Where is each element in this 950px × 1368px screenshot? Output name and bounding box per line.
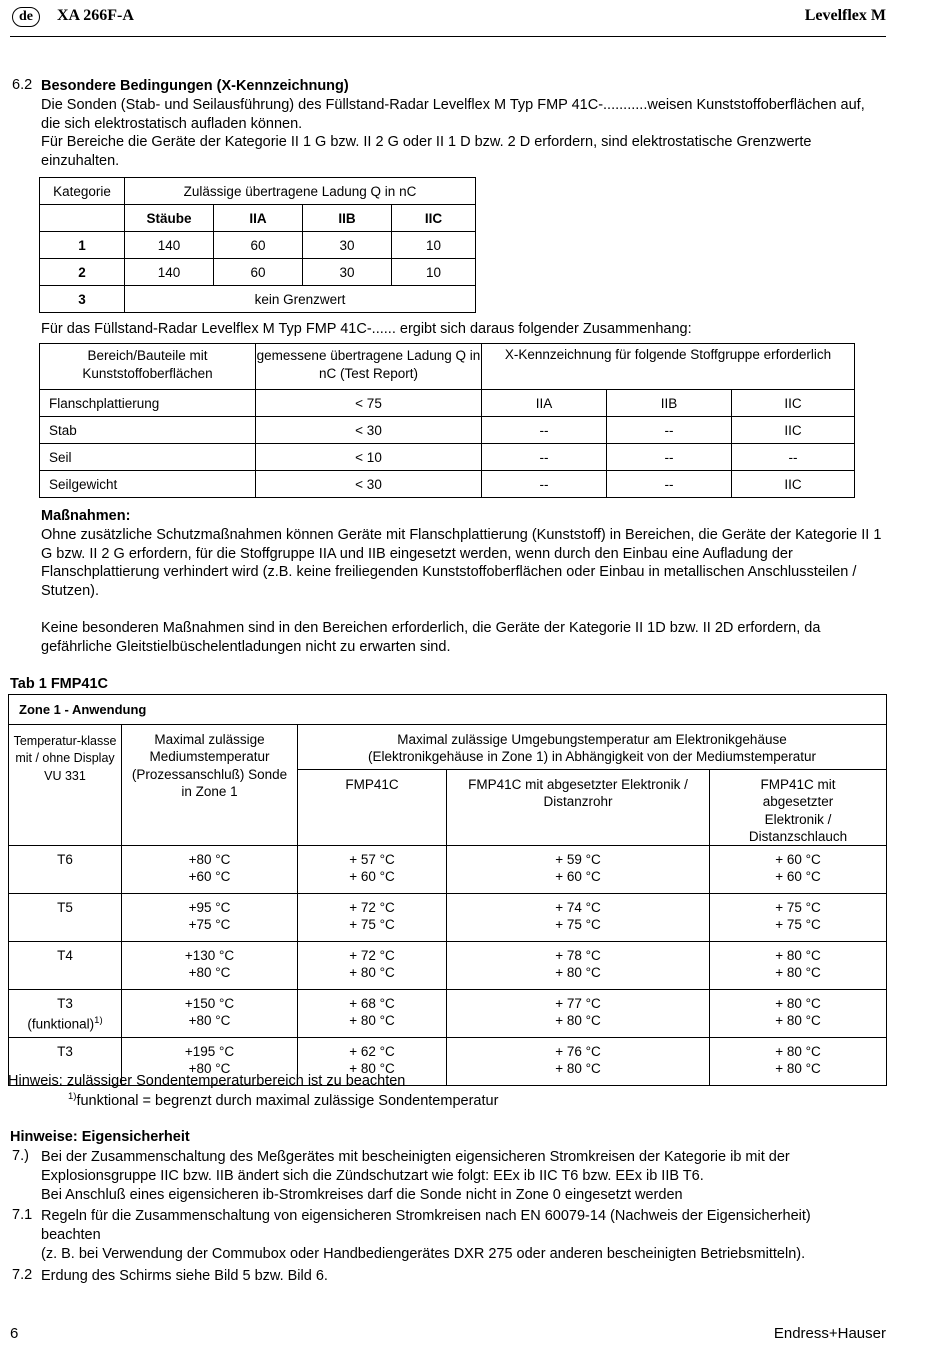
- temperature-cell: [122, 846, 298, 894]
- table-cell: 10: [392, 259, 476, 286]
- item-text: Erdung des Schirms siehe Bild 5 bzw. Bild 6.: [41, 1268, 328, 1284]
- temperature-value: + 80 °C: [775, 996, 821, 1012]
- table-row: [40, 471, 855, 498]
- table-cell: IIC: [732, 390, 855, 417]
- temperature-value: +80 °C: [188, 1013, 231, 1029]
- temperature-value: +150 °C: [184, 996, 235, 1012]
- temperature-value: +80 °C: [188, 965, 231, 981]
- part-cell: Flanschplattierung: [40, 390, 256, 417]
- temperature-value: + 80 °C: [775, 948, 821, 964]
- table-cell: --: [482, 471, 607, 498]
- section-title: Besondere Bedingungen (X-Kennzeichnung): [41, 78, 349, 94]
- section-paragraph-1: Die Sonden (Stab- und Seilausführung) des Füllstand-Radar Levelflex M Typ FMP 41C-...........weisen Kunststoffoberflächen auf, die sich elektrostatisch aufladen können.: [41, 97, 865, 132]
- item-text: Regeln für die Zusammenschaltung von eigensicheren Stromkreisen nach EN 60079-14 (Nachweis der Eigensicherheit) beachten: [41, 1208, 811, 1243]
- table-row: [9, 894, 887, 942]
- header-ambient-temp: Maximal zulässige Umgebungstemperatur am Elektronikgehäuse (Elektronikgehäuse in Zone 1) in Abhängigkeit von der Mediumstemperatur: [298, 725, 887, 770]
- temperature-value: + 60 °C: [349, 869, 395, 885]
- temperature-value: + 60 °C: [775, 852, 821, 868]
- temp-class-cell: [9, 894, 122, 942]
- temperature-value: +95 °C: [188, 900, 231, 916]
- temperature-value: +80 °C: [188, 1061, 231, 1077]
- temperature-value: + 57 °C: [349, 852, 395, 868]
- temperature-value: + 80 °C: [775, 965, 821, 981]
- table-cell: < 30: [256, 417, 482, 444]
- part-cell: Stab: [40, 417, 256, 444]
- header-kategorie: Kategorie: [40, 178, 125, 205]
- header-fmp41c: FMP41C: [298, 770, 447, 846]
- temperature-table: [8, 694, 887, 1086]
- temperature-cell: [122, 894, 298, 942]
- temperature-value: +195 °C: [184, 1044, 235, 1060]
- temperature-value: + 80 °C: [349, 965, 395, 981]
- header-temp-class: Temperatur-klasse mit / ohne Display VU 331: [9, 725, 122, 846]
- temperature-cell: [710, 990, 887, 1038]
- temperature-value: + 80 °C: [555, 965, 601, 981]
- temperature-cell: [710, 846, 887, 894]
- table-cell: IIB: [607, 390, 732, 417]
- temperature-value: + 60 °C: [555, 869, 601, 885]
- header-fmp41c-schlauch: FMP41C mit abgesetzter Elektronik / Distanzschlauch: [710, 770, 887, 846]
- item-text: Bei der Zusammenschaltung des Meßgerätes mit bescheinigten eigensicheren Stromkreisen der Kategorie ib mit der Explosionsgruppe IIC bzw. IIB ändert sich die Zündschutzart wie folgt: EEx ib IIC T6 bzw. EEx ib IIB T6.: [41, 1149, 790, 1184]
- table-cell: 140: [125, 232, 214, 259]
- measures-title: Maßnahmen:: [41, 508, 131, 524]
- table-cell: 30: [303, 232, 392, 259]
- table-cell: 60: [214, 232, 303, 259]
- temperature-value: + 80 °C: [775, 1061, 821, 1077]
- table-cell: 30: [303, 259, 392, 286]
- temperature-value: + 75 °C: [349, 917, 395, 933]
- item-number: 7.1: [12, 1207, 33, 1223]
- product-name: Levelflex M: [804, 7, 886, 24]
- table-row: [40, 259, 476, 286]
- charge-limit-table: [39, 177, 476, 313]
- item-number: 7.): [12, 1148, 29, 1164]
- temperature-cell: [447, 846, 710, 894]
- temp-class-note: [9, 1012, 121, 1033]
- temperature-value: + 68 °C: [349, 996, 395, 1012]
- temperature-value: +80 °C: [188, 852, 231, 868]
- measures-paragraph-2: Keine besonderen Maßnahmen sind in den Bereichen erforderlich, die Geräte der Kategorie II 1D bzw. II 2D erfordern, da gefährliche Gleitstielbüschelentladungen nicht zu erwarten sind.: [41, 620, 821, 655]
- temperature-value: +130 °C: [184, 948, 235, 964]
- table-cell: IIA: [482, 390, 607, 417]
- temp-class-cell: [9, 846, 122, 894]
- footnote-text: funktional = begrenzt durch maximal zulässige Sondentemperatur: [76, 1092, 499, 1109]
- section-number: 6.2: [12, 77, 33, 93]
- table-row: [40, 417, 855, 444]
- table-cell: --: [607, 471, 732, 498]
- temperature-cell: [447, 990, 710, 1038]
- table-row: [9, 990, 887, 1038]
- temperature-value: + 75 °C: [775, 917, 821, 933]
- temperature-cell: [447, 1038, 710, 1086]
- temperature-value: +60 °C: [188, 869, 231, 885]
- table-cell: 60: [214, 259, 303, 286]
- table-cell: --: [482, 444, 607, 471]
- header-charge: Zulässige übertragene Ladung Q in nC: [125, 178, 476, 205]
- header-medium-temp: Maximal zulässige Mediumstemperatur (Prozessanschluß) Sonde in Zone 1: [122, 725, 298, 846]
- temperature-cell: [298, 846, 447, 894]
- table-row: [40, 232, 476, 259]
- temp-class-cell: [9, 990, 122, 1038]
- temperature-cell: [710, 1038, 887, 1086]
- temperature-value: + 72 °C: [349, 900, 395, 916]
- temperature-value: + 80 °C: [349, 1013, 395, 1029]
- temperature-value: +75 °C: [188, 917, 231, 933]
- temperature-cell: [298, 942, 447, 990]
- temperature-value: + 76 °C: [555, 1044, 601, 1060]
- temperature-value: + 77 °C: [555, 996, 601, 1012]
- table-cell: IIC: [732, 471, 855, 498]
- intro-paragraph: Für das Füllstand-Radar Levelflex M Typ FMP 41C-...... ergibt sich daraus folgender Zusammenhang:: [41, 321, 692, 337]
- header-divider: [10, 36, 886, 37]
- temp-class-label: T6: [57, 852, 73, 868]
- temperature-cell: [298, 990, 447, 1038]
- temperature-cell: [122, 990, 298, 1038]
- header-fmp41c-rohr: FMP41C mit abgesetzter Elektronik / Distanzrohr: [447, 770, 710, 846]
- page-number: 6: [10, 1325, 19, 1342]
- zone-header: Zone 1 - Anwendung: [9, 695, 887, 725]
- item-number: 7.2: [12, 1267, 33, 1283]
- table-row: [9, 846, 887, 894]
- temperature-cell: [447, 894, 710, 942]
- temperature-value: + 59 °C: [555, 852, 601, 868]
- footnote-1: [68, 1091, 498, 1109]
- table-cell: < 30: [256, 471, 482, 498]
- subheader-iia: IIA: [214, 205, 303, 232]
- header-x-marking: X-Kennzeichnung für folgende Stoffgruppe erforderlich: [482, 344, 855, 390]
- table-cell: --: [732, 444, 855, 471]
- temperature-cell: [447, 942, 710, 990]
- item-text-2: Bei Anschluß eines eigensicheren ib-Stromkreises darf die Sonde nicht in Zone 0 eingesetzt werden: [41, 1187, 683, 1203]
- temperature-value: + 80 °C: [555, 1013, 601, 1029]
- footnote-marker: 1): [94, 1015, 103, 1027]
- temperature-value: + 74 °C: [555, 900, 601, 916]
- temperature-value: + 62 °C: [349, 1044, 395, 1060]
- subheader-staeube: Stäube: [125, 205, 214, 232]
- temperature-value: + 75 °C: [555, 917, 601, 933]
- table-caption: Tab 1 FMP41C: [10, 676, 109, 692]
- table-cell: kein Grenzwert: [125, 286, 476, 313]
- header-parts: Bereich/Bauteile mit Kunststoffoberflächen: [40, 344, 256, 390]
- table-row: [9, 942, 887, 990]
- category-cell: 1: [40, 232, 125, 259]
- part-cell: Seilgewicht: [40, 471, 256, 498]
- temperature-value: + 60 °C: [775, 869, 821, 885]
- category-cell: 3: [40, 286, 125, 313]
- table-row: [40, 444, 855, 471]
- temperature-value: + 80 °C: [775, 1044, 821, 1060]
- temp-class-label: T4: [57, 948, 73, 964]
- temp-class-cell: [9, 942, 122, 990]
- document-id: XA 266F-A: [57, 7, 134, 24]
- table-row: [40, 286, 476, 313]
- temp-class-note-text: (funktional): [27, 1016, 95, 1032]
- table-cell: < 10: [256, 444, 482, 471]
- temperature-cell: [122, 942, 298, 990]
- temperature-value: + 80 °C: [775, 1013, 821, 1029]
- section-paragraph-2: Für Bereiche die Geräte der Kategorie II 1 G bzw. II 2 G oder II 1 D bzw. 2 D erfordern, sind elektrostatische Grenzwerte einzuhalten.: [41, 134, 812, 169]
- intrinsic-title: Hinweise: Eigensicherheit: [10, 1129, 190, 1145]
- temperature-value: + 80 °C: [555, 1061, 601, 1077]
- company-name: Endress+Hauser: [773, 1325, 886, 1342]
- language-badge: de: [12, 7, 40, 27]
- table-cell: --: [607, 444, 732, 471]
- temp-class-label: T3: [57, 996, 73, 1012]
- subheader-iic: IIC: [392, 205, 476, 232]
- temperature-value: + 80 °C: [349, 1061, 395, 1077]
- temperature-cell: [710, 942, 887, 990]
- footnote-hint: Hinweis: zulässiger Sondentemperaturbereich ist zu beachten: [8, 1073, 406, 1089]
- part-cell: Seil: [40, 444, 256, 471]
- category-cell: 2: [40, 259, 125, 286]
- table-cell: --: [607, 417, 732, 444]
- temp-class-label: T3: [57, 1044, 73, 1060]
- item-text-2: (z. B. bei Verwendung der Commubox oder Handbediengerätes DXR 275 oder anderen bescheinigten Betriebsmitteln).: [41, 1246, 806, 1262]
- table-cell: 10: [392, 232, 476, 259]
- temperature-value: + 72 °C: [349, 948, 395, 964]
- subheader-iib: IIB: [303, 205, 392, 232]
- table-row: [40, 390, 855, 417]
- temperature-cell: [710, 894, 887, 942]
- header-measured-charge: gemessene übertragene Ladung Q in nC (Test Report): [256, 344, 482, 390]
- table-cell: 140: [125, 259, 214, 286]
- temperature-value: + 78 °C: [555, 948, 601, 964]
- temp-class-label: T5: [57, 900, 73, 916]
- measures-paragraph-1: Ohne zusätzliche Schutzmaßnahmen können Geräte mit Flanschplattierung (Kunststoff) in Bereichen, die Geräte der Kategorie II 1 G bzw. II 2 G erfordern, für die Stoffgruppe IIA und IIB eingesetzt werden, wenn durch den Einbau eine Aufladung der Flanschplattierung verhindert wird (z.B. keine freiliegenden Kunststoffoberflächen oder Einbau in metallischen Anschlussteilen / Stutzen).: [41, 527, 882, 600]
- table-cell: --: [482, 417, 607, 444]
- footnote-marker: 1): [68, 1091, 77, 1102]
- parts-charge-table: [39, 343, 855, 498]
- temperature-value: + 75 °C: [775, 900, 821, 916]
- table-cell: < 75: [256, 390, 482, 417]
- table-cell: [40, 205, 125, 232]
- table-cell: IIC: [732, 417, 855, 444]
- temperature-cell: [298, 894, 447, 942]
